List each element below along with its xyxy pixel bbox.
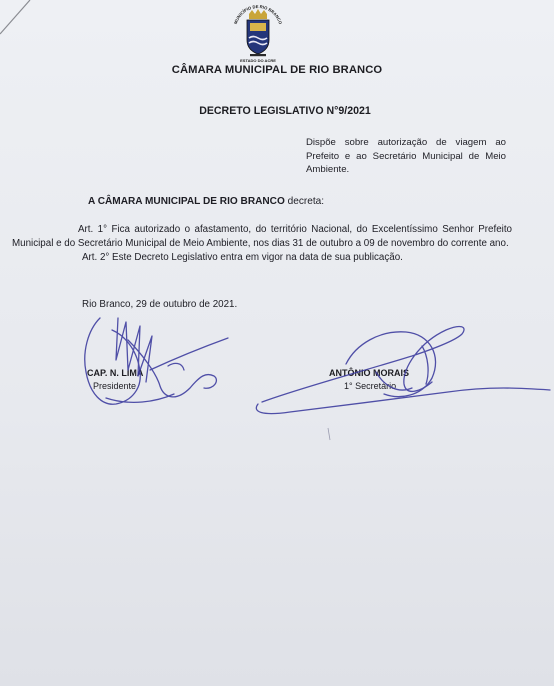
signature-stroke-president — [85, 318, 140, 404]
municipal-seal-icon — [228, 4, 288, 66]
enactment-verb: decreta: — [284, 196, 325, 207]
place-and-date: Rio Branco, 29 de outubro de 2021. — [82, 299, 238, 310]
institution-title: CÂMARA MUNICIPAL DE RIO BRANCO — [171, 64, 383, 76]
signature-role-president: Presidente — [93, 381, 137, 391]
decree-title: DECRETO LEGISLATIVO N°9/2021 — [199, 105, 371, 117]
enactment-institution: A CÂMARA MUNICIPAL DE RIO BRANCO — [88, 196, 285, 207]
page-corner-fold — [0, 0, 40, 40]
decree-summary: Dispõe sobre autorização de viagem ao Prefeito e ao Secretário Municipal de Meio Ambiente. — [306, 137, 506, 176]
seal-bottom-text: ESTADO DO ACRE — [240, 58, 276, 63]
article-2: Art. 2° Este Decreto Legislativo entra em vigor na data de sua publicação. — [82, 252, 403, 264]
signature-role-secretary: 1° Secretário — [344, 381, 397, 391]
enactment-clause — [88, 196, 324, 207]
signature-name-secretary: ANTÔNIO MORAIS — [329, 368, 409, 378]
decree-articles — [12, 223, 512, 265]
seal-top-text: MUNICÍPIO DE RIO BRANCO — [232, 4, 284, 25]
signature-name-president: CAP. N. LIMA — [87, 368, 144, 378]
article-1: Art. 1° Fica autorizado o afastamento, do território Nacional, do Excelentíssimo Senhor Prefeito Municipal e do Secretário Municipal de Meio Ambiente, nos dias 31 de outubro a 09 de novembro do corrente ano. — [12, 224, 512, 249]
